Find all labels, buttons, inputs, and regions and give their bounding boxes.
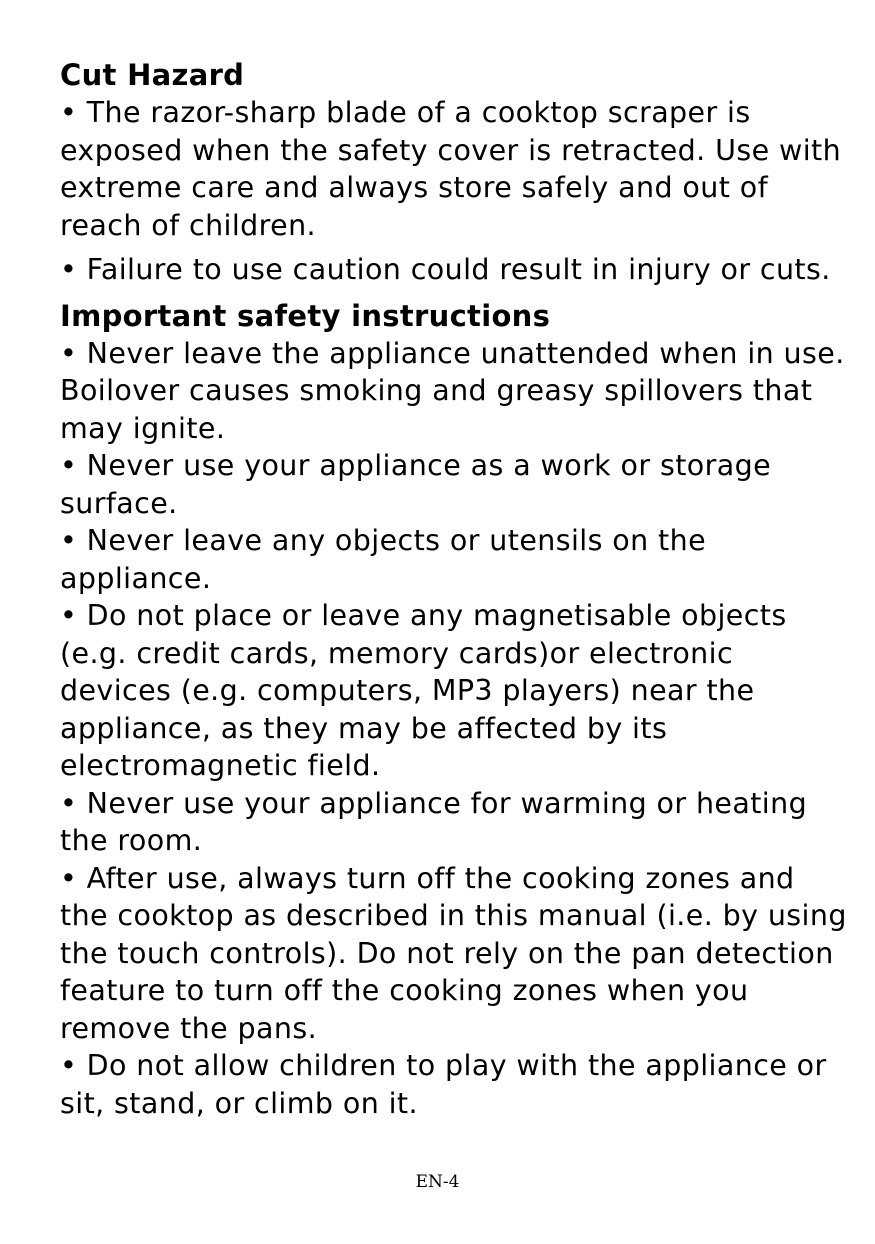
list-item: • After use, always turn off the cooking zones and the cooktop as described in this manual (i.e. by using the touch controls). Do not rely on the pan detection feature to turn off the cooking zones when you remove the pans. [60,861,847,1045]
cut-hazard-section [60,56,850,289]
important-safety-section [60,297,850,1123]
list-item: • Never leave any objects or utensils on the appliance. [60,524,707,595]
list-item: • The razor-sharp blade of a cooktop scraper is exposed when the safety cover is retracted. Use with extreme care and always store safely and out of reach of children. [60,96,842,242]
list-item: • Failure to use caution could result in injury or cuts. [60,253,831,286]
list-item: • Never use your appliance as a work or storage surface. [60,449,772,520]
section-heading-cut-hazard: Cut Hazard [60,58,245,92]
list-item: • Do not place or leave any magnetisable objects (e.g. credit cards, memory cards)or electronic devices (e.g. computers, MP3 players) near the appliance, as they may be affected by its electromagnetic field. [60,599,787,782]
list-item: • Do not allow children to play with the appliance or sit, stand, or climb on it. [60,1049,827,1120]
page-number: EN-4 [415,1172,460,1192]
section-heading-important-safety: Important safety instructions [60,298,551,333]
list-item: • Never use your appliance for warming or heating the room. [60,786,808,857]
page-content [60,56,850,1122]
list-item: • Never leave the appliance unattended when in use. Boilover causes smoking and greasy spillovers that may ignite. [60,336,845,445]
